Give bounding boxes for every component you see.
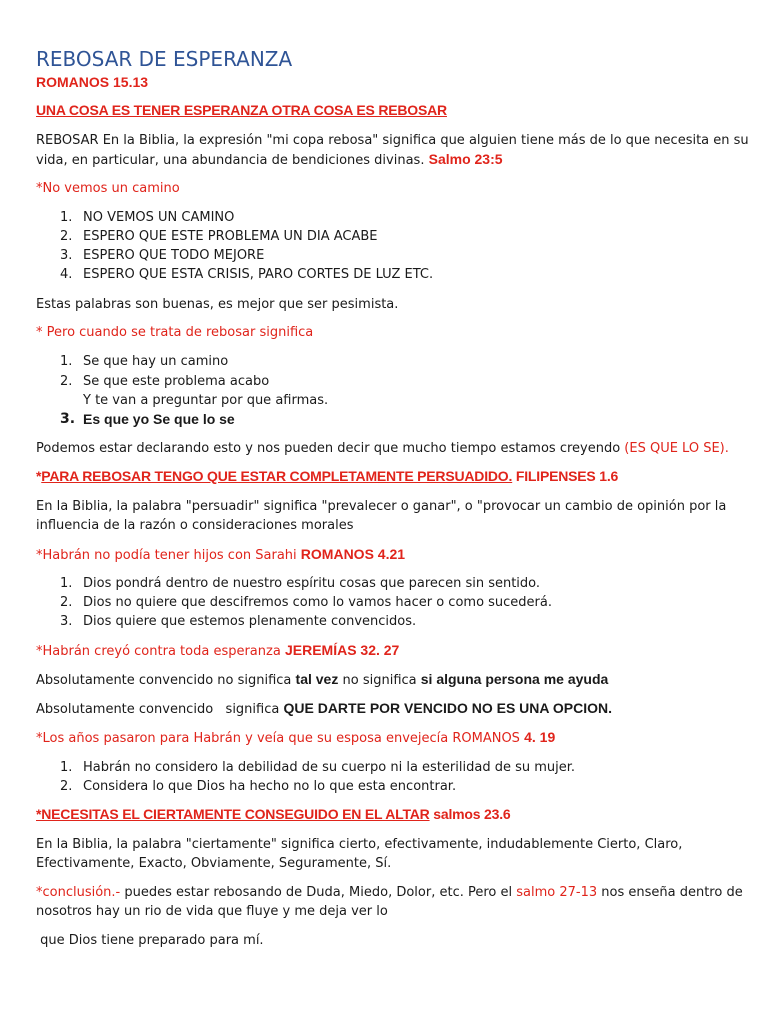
heading-ciertamente: [36, 805, 510, 824]
text-part: no significa: [342, 673, 417, 688]
list-number: 2.: [60, 374, 73, 389]
paragraph-highlight: (ES QUE LO SE).: [624, 441, 729, 456]
subheading-creyo: [36, 641, 399, 661]
heading-underlined: PARA REBOSAR TENGO QUE ESTAR COMPLETAMENTE PERSUADIDO.: [41, 468, 513, 484]
list-number: 1.: [60, 576, 73, 591]
list-item-continuation: Y te van a preguntar por que afirmas.: [83, 393, 329, 408]
conclusion-label: *conclusión.-: [36, 885, 121, 900]
bold-part: si alguna persona me ayuda: [420, 671, 609, 687]
list-item: Dios quiere que estemos plenamente convencidos.: [83, 614, 417, 629]
page-title: REBOSAR DE ESPERANZA: [36, 47, 293, 71]
subheading-text: *Habrán creyó contra toda esperanza: [36, 644, 281, 659]
bold-part: QUE DARTE POR VENCIDO NO ES UNA OPCION.: [283, 700, 612, 716]
conclusion-line-2: nosotros hay un rio de vida que fluye y me deja ver lo: [36, 904, 388, 919]
list-item: Se que este problema acabo: [83, 374, 270, 389]
list-number: 3.: [60, 614, 73, 629]
intro-line-2: [36, 150, 503, 170]
list-number: 3.: [60, 248, 73, 263]
intro-text: vida, en particular, una abundancia de bendiciones divinas.: [36, 153, 425, 168]
list-number: 1.: [60, 210, 73, 225]
text-part: Absolutamente convencido no significa: [36, 673, 292, 688]
list-item: Habrán no considero la debilidad de su cuerpo ni la esterilidad de su mujer.: [83, 760, 576, 775]
paragraph-declarando: [36, 439, 729, 458]
list-number: 2.: [60, 229, 73, 244]
heading-reference: FILIPENSES 1.6: [515, 468, 619, 484]
subheading-no-camino: *No vemos un camino: [36, 181, 180, 196]
list-item: ESPERO QUE ESTA CRISIS, PARO CORTES DE LUZ ETC.: [83, 267, 434, 282]
ciertamente-line-2: Efectivamente, Exacto, Obviamente, Seguramente, Sí.: [36, 856, 392, 871]
subheading-reference: 4. 19: [524, 729, 556, 745]
heading-underlined: *NECESITAS EL CIERTAMENTE CONSEGUIDO EN EL ALTAR: [36, 806, 430, 822]
conclusion-line-3: que Dios tiene preparado para mí.: [36, 933, 264, 948]
list-item: Considera lo que Dios ha hecho no lo que esta encontrar.: [83, 779, 457, 794]
list-number: 2.: [60, 595, 73, 610]
list-item: ESPERO QUE ESTE PROBLEMA UN DIA ACABE: [83, 229, 378, 244]
list-item: Dios no quiere que descifremos como lo vamos hacer o como sucederá.: [83, 595, 553, 610]
heading-esperanza: UNA COSA ES TENER ESPERANZA OTRA COSA ES REBOSAR: [36, 102, 447, 118]
intro-line-1: REBOSAR En la Biblia, la expresión "mi copa rebosa" significa que alguien tiene más de lo que necesita en su: [36, 133, 749, 148]
list-item: NO VEMOS UN CAMINO: [83, 210, 235, 225]
subheading-reference: JEREMÍAS 32. 27: [284, 642, 400, 658]
paragraph-pesimista: Estas palabras son buenas, es mejor que ser pesimista.: [36, 297, 399, 312]
list-item: Es que yo Se que lo se: [83, 411, 235, 427]
heading-reference: salmos 23.6: [433, 806, 511, 822]
list-item: ESPERO QUE TODO MEJORE: [83, 248, 265, 263]
paragraph-text: Podemos estar declarando esto y nos pueden decir que mucho tiempo estamos creyendo: [36, 441, 621, 456]
conclusion-text: puedes estar rebosando de Duda, Miedo, Dolor, etc. Pero el: [120, 885, 513, 900]
intro-reference: Salmo 23:5: [428, 151, 503, 167]
list-number: 2.: [60, 779, 73, 794]
list-item: Dios pondrá dentro de nuestro espíritu cosas que parecen sin sentido.: [83, 576, 541, 591]
ciertamente-line-1: En la Biblia, la palabra "ciertamente" significa cierto, efectivamente, indudablemente Cierto, Claro,: [36, 837, 683, 852]
list-number: 1.: [60, 760, 73, 775]
list-number: 4.: [60, 267, 73, 282]
paragraph-convencido-2: [36, 699, 612, 719]
persuadir-line-1: En la Biblia, la palabra "persuadir" significa "prevalecer o ganar", o "provocar un cambio de opinión por la: [36, 499, 727, 514]
heading-persuadido: [36, 467, 618, 486]
conclusion-line-1: [36, 883, 743, 902]
list-number: 3.: [60, 411, 76, 427]
subheading-rebosar: * Pero cuando se trata de rebosar significa: [36, 325, 314, 340]
subheading-reference: ROMANOS 4.21: [300, 546, 406, 562]
bible-reference: ROMANOS 15.13: [36, 74, 149, 90]
list-number: 1.: [60, 354, 73, 369]
list-item: Se que hay un camino: [83, 354, 229, 369]
subheading-text: *Los años pasaron para Habrán y veía que su esposa envejecía ROMANOS: [36, 731, 520, 746]
bold-part: tal vez: [295, 671, 339, 687]
subheading-sarahi: [36, 545, 405, 565]
text-part: Absolutamente convencido significa: [36, 702, 280, 717]
heading-star: *: [36, 468, 42, 484]
subheading-anos: [36, 728, 555, 748]
conclusion-text: nos enseña dentro de: [601, 885, 743, 900]
persuadir-line-2: influencia de la razón o consideraciones morales: [36, 518, 354, 533]
paragraph-convencido-1: [36, 670, 608, 690]
subheading-text: *Habrán no podía tener hijos con Sarahi: [36, 548, 297, 563]
conclusion-reference: salmo 27-13: [516, 885, 598, 900]
